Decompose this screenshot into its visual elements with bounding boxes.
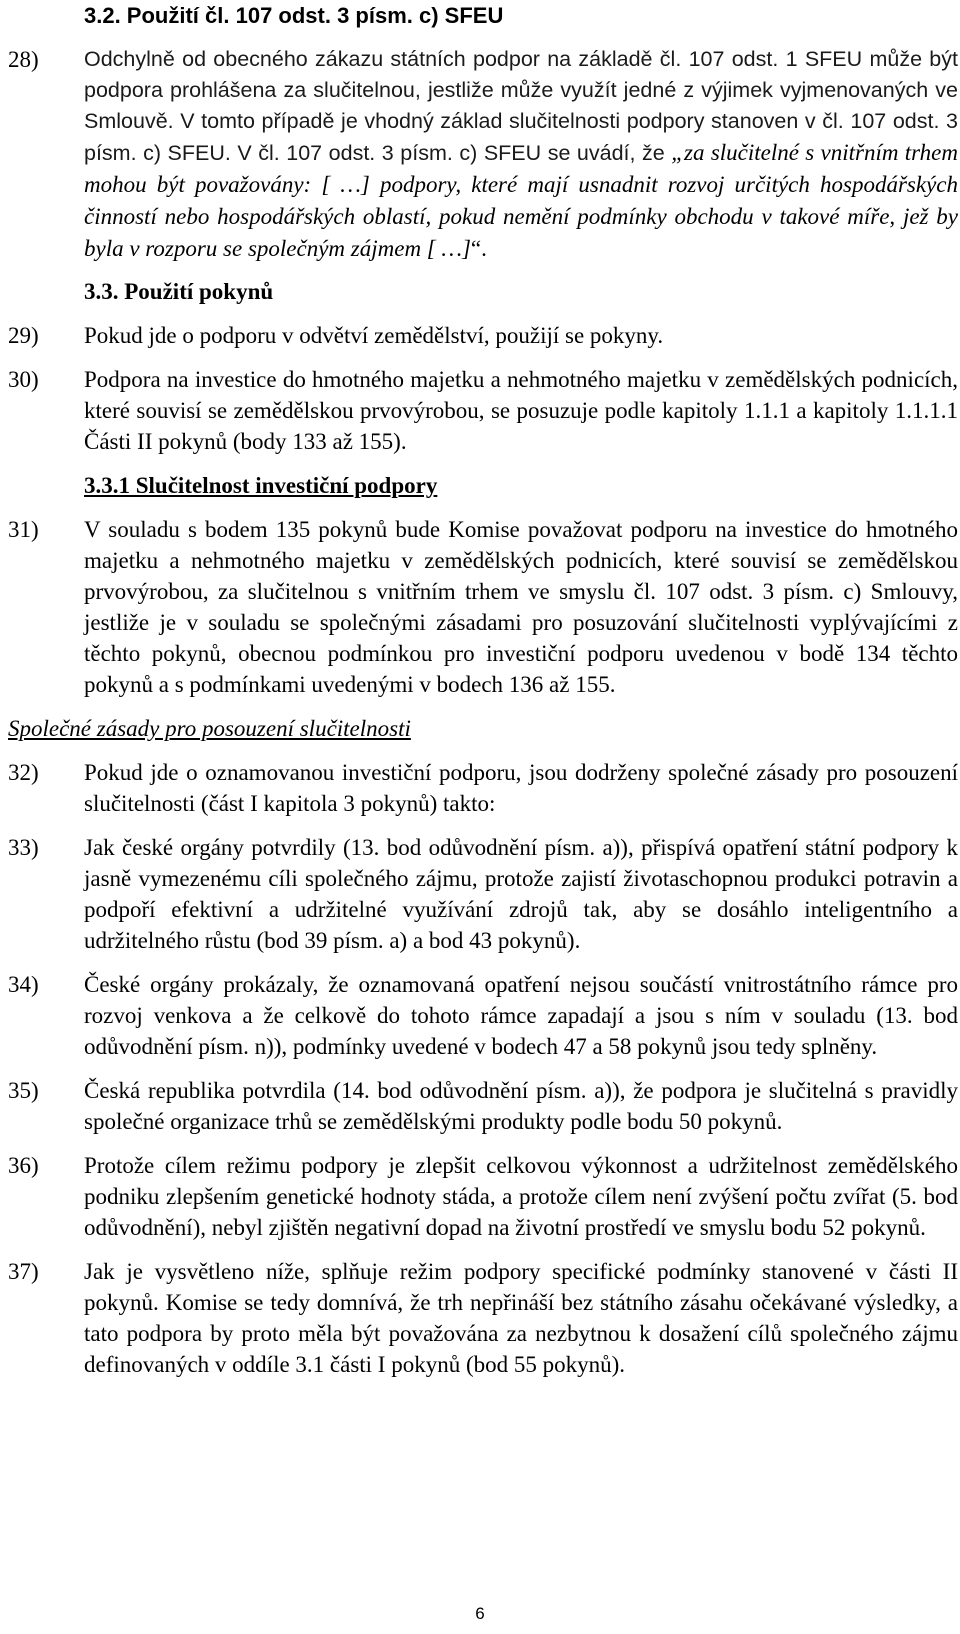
paragraph-29 — [8, 320, 958, 351]
paragraph-text: Česká republika potvrdila (14. bod odůvodnění písm. a)), že podpora je slučitelná s pravidly společné organizace trhů se zemědělskými produkty podle bodu 50 pokynů. — [84, 1078, 958, 1134]
paragraph-text: Jak české orgány potvrdily (13. bod odůvodnění písm. a)), přispívá opatření státní podpory k jasně vymezenému cíli společného zájmu, protože zajistí životaschopnou produkci potravin a podpoří efektivní a udržitelné využívání zdrojů tak, aby se dosáhlo inteligentního a udržitelného růstu (bod 39 písm. a) a bod 43 pokynů). — [84, 835, 958, 953]
section-heading-text: 3.3.1 Slučitelnost investiční podpory — [84, 473, 438, 498]
section-heading-3-2: 3.2. Použití čl. 107 odst. 3 písm. c) SFEU — [84, 3, 504, 28]
section-subtitle-text: Společné zásady pro posouzení slučitelnosti — [8, 716, 411, 741]
paragraph-35 — [8, 1075, 958, 1137]
paragraph-number: 29) — [8, 323, 39, 348]
page-number: 6 — [475, 1604, 485, 1623]
paragraph-text: Pokud jde o oznamovanou investiční podporu, jsou dodrženy společné zásady pro posouzení slučitelnosti (část I kapitola 3 pokynů) takto: — [84, 760, 958, 816]
paragraph-text — [84, 44, 958, 265]
section-subtitle — [8, 713, 958, 744]
paragraph-34 — [8, 969, 958, 1062]
paragraph-number: 35) — [8, 1078, 39, 1103]
paragraph-text-sans: Odchylně od obecného zákazu státních podpor na základě čl. 107 odst. 1 SFEU může být podpora prohlášena za slučitelnou, jestliže může využít jedné z výjimek vyjmenovaných ve Smlouvě. V tomto případě je vhodný základ slučitelnosti podpory stanoven v čl. 107 odst. 3 písm. c) SFEU. V čl. 107 odst. 3 písm. c) SFEU se uvádí, že — [84, 47, 958, 165]
paragraph-text: Jak je vysvětleno níže, splňuje režim podpory specifické podmínky stanovené v části II pokynů. Komise se tedy domnívá, že trh nepřináší bez státního zásahu očekávané výsledky, a tato podpora by proto měla být považována za nezbytnou k dosažení cílů společného zájmu definovaných v oddíle 3.1 části I pokynů (bod 55 pokynů). — [84, 1259, 958, 1377]
section-heading-3-3-1 — [84, 470, 958, 501]
paragraph-28 — [8, 44, 958, 265]
paragraph-36 — [8, 1150, 958, 1243]
paragraph-number: 34) — [8, 972, 39, 997]
paragraph-33 — [8, 832, 958, 956]
section-heading-3-3: 3.3. Použití pokynů — [84, 279, 274, 304]
paragraph-text: Protože cílem režimu podpory je zlepšit celkovou výkonnost a udržitelnost zemědělského podniku zlepšením genetické hodnoty stáda, a protože cílem není zvýšení počtu zvířat (5. bod odůvodnění), nebyl zjištěn negativní dopad na životní prostředí ve smyslu bodu 52 pokynů. — [84, 1153, 958, 1240]
paragraph-number: 37) — [8, 1259, 39, 1284]
paragraph-text: České orgány prokázaly, že oznamovaná opatření nejsou součástí vnitrostátního rámce pro rozvoj venkova a že celkově do tohoto rámce zapadají a jsou s ním v souladu (13. bod odůvodnění písm. n)), podmínky uvedené v bodech 47 a 58 pokynů jsou tedy splněny. — [84, 972, 958, 1059]
paragraph-31 — [8, 514, 958, 700]
paragraph-32 — [8, 757, 958, 819]
paragraph-37 — [8, 1256, 958, 1380]
paragraph-text: Pokud jde o podporu v odvětví zemědělství, použijí se pokyny. — [84, 323, 664, 348]
paragraph-text: V souladu s bodem 135 pokynů bude Komise považovat podporu na investice do hmotného majetku a nehmotného majetku v zemědělských podnicích, které souvisí se zemědělskou prvovýrobou, za slučitelnou s vnitřním trhem ve smyslu čl. 107 odst. 3 písm. c) Smlouvy, jestliže je v souladu se společnými zásadami pro posuzování slučitelnosti vyplývajícími z těchto pokynů, obecnou podmínkou pro investiční podporu uvedenou v bodě 134 těchto pokynů a s podmínkami uvedenými v bodech 136 až 155. — [84, 517, 958, 697]
paragraph-number: 28) — [8, 47, 39, 72]
paragraph-number: 31) — [8, 517, 39, 542]
paragraph-number: 36) — [8, 1153, 39, 1178]
paragraph-text: Podpora na investice do hmotného majetku a nehmotného majetku v zemědělských podnicích, které souvisí se zemědělskou prvovýrobou, se posuzuje podle kapitoly 1.1.1 a kapitoly 1.1.1.1 Části II pokynů (body 133 až 155). — [84, 367, 958, 454]
paragraph-number: 32) — [8, 760, 39, 785]
document-page — [8, 0, 958, 1393]
paragraph-30 — [8, 364, 958, 457]
quoted-treaty-text: „za slučitelné s vnitřním trhem mohou být považovány: [ …] podpory, které mají usnadnit rozvoj určitých hospodářských činností nebo hospodářských oblastí, pokud nemění podmínky obchodu v takové míře, jež by byla v rozporu se společným zájmem [ …] — [84, 140, 958, 261]
quote-end: “. — [470, 236, 487, 261]
paragraph-number: 30) — [8, 367, 39, 392]
paragraph-number: 33) — [8, 835, 39, 860]
